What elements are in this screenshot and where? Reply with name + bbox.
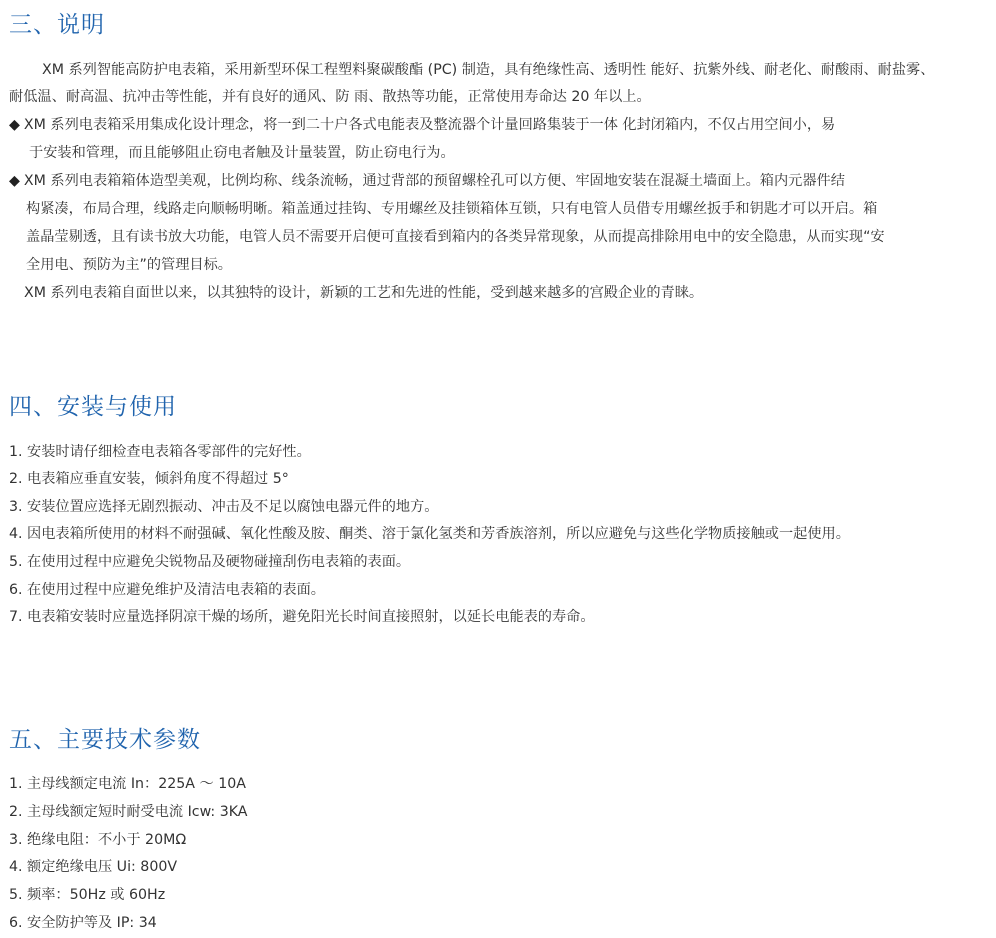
section-title-specs: 五、主要技术参数: [9, 727, 201, 753]
section-title-install: 四、安装与使用: [9, 394, 177, 420]
bullet-text: XM 系列电表箱箱体造型美观，比例均称、线条流畅，通过背部的预留螺栓孔可以方便、牢固地安装在混凝土墙面上。箱内元器件结: [23, 173, 845, 189]
description-paragraph-1-line-2: 耐低温、耐高温、抗冲击等性能，并有良好的通风、防 雨、散热等功能，正常使用寿命达 20 年以上。: [9, 89, 651, 105]
spec-item-4: 4. 额定绝缘电压 Ui: 800V: [9, 859, 178, 875]
diamond-bullet-icon: ◆: [9, 117, 20, 133]
spec-item-3: 3. 绝缘电阻：不小于 20MΩ: [9, 832, 187, 848]
install-item-3: 3. 安装位置应选择无剧烈振动、冲击及不足以腐蚀电器元件的地方。: [9, 499, 439, 515]
install-item-5: 5. 在使用过程中应避免尖锐物品及硬物碰撞刮伤电表箱的表面。: [9, 554, 411, 570]
spec-item-6: 6. 安全防护等及 IP: 34: [9, 915, 157, 931]
spec-item-5: 5. 频率：50Hz 或 60Hz: [9, 887, 166, 903]
section-title-description: 三、说明: [9, 12, 105, 38]
install-item-7: 7. 电表箱安装时应量选择阴凉干燥的场所，避免阳光长时间直接照射，以延长电能表的寿命。: [9, 609, 595, 625]
install-item-2: 2. 电表箱应垂直安装，倾斜角度不得超过 5°: [9, 471, 289, 487]
description-paragraph-2: XM 系列电表箱自面世以来，以其独特的设计，新颖的工艺和先进的性能，受到越来越多的宫殿企业的青睐。: [24, 285, 704, 301]
spec-item-1: 1. 主母线额定电流 In：225A ～ 10A: [9, 776, 246, 792]
description-bullet-1-line-2: 于安装和管理，而且能够阻止窃电者触及计量装置，防止窃电行为。: [29, 145, 455, 161]
install-item-1: 1. 安装时请仔细检查电表箱各零部件的完好性。: [9, 444, 311, 460]
diamond-bullet-icon: ◆: [9, 173, 20, 189]
description-bullet-2-line-3: 盖晶莹剔透，且有读书放大功能，电管人员不需要开启便可直接看到箱内的各类异常现象，从而提高排除用电中的安全隐患，从而实现“安: [26, 229, 885, 245]
description-paragraph-1-line-1: XM 系列智能高防护电表箱，采用新型环保工程塑料聚碳酸酯 (PC) 制造，具有绝缘性高、透明性 能好、抗紫外线、耐老化、耐酸雨、耐盐雾、: [42, 62, 935, 78]
bullet-text: XM 系列电表箱采用集成化设计理念，将一到二十户各式电能表及整流器个计量回路集装于一体 化封闭箱内，不仅占用空间小，易: [23, 117, 836, 133]
description-bullet-2-line-1: [9, 171, 845, 191]
description-bullet-2-line-2: 构紧凑，布局合理，线路走向顺畅明晰。箱盖通过挂钩、专用螺丝及挂锁箱体互锁，只有电管人员借专用螺丝扳手和钥匙才可以开启。箱: [26, 201, 878, 217]
description-bullet-2-line-4: 全用电、预防为主”的管理目标。: [26, 257, 232, 273]
install-item-4: 4. 因电表箱所使用的材料不耐强碱、氧化性酸及胺、酮类、溶于氯化氢类和芳香族溶剂，所以应避免与这些化学物质接触或一起使用。: [9, 526, 850, 542]
description-bullet-1-line-1: [9, 115, 835, 135]
install-item-6: 6. 在使用过程中应避免维护及清洁电表箱的表面。: [9, 582, 325, 598]
spec-item-2: 2. 主母线额定短时耐受电流 Icw: 3KA: [9, 804, 248, 820]
